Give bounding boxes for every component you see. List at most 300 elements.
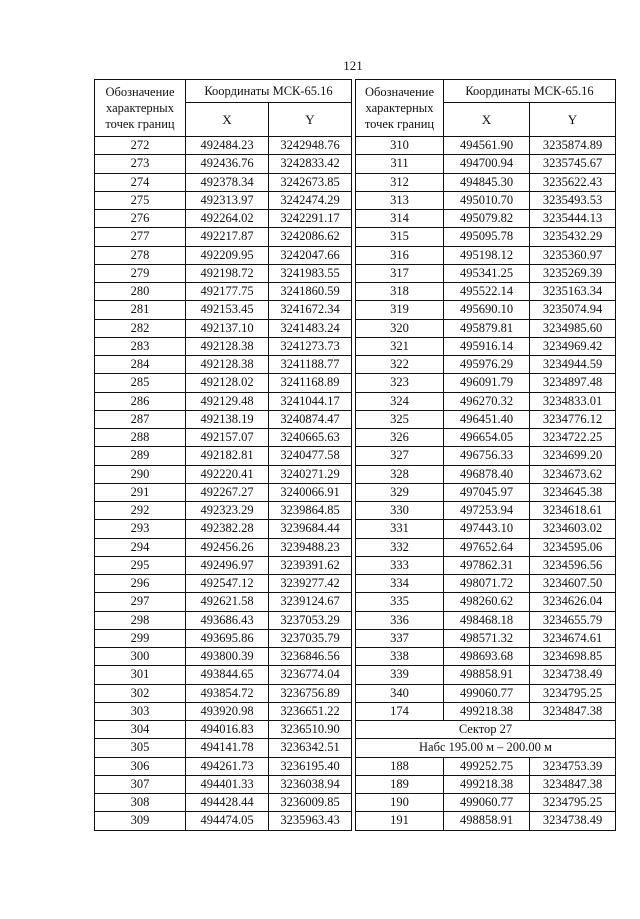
table-row <box>356 374 616 392</box>
point-id-cell: 300 <box>95 648 186 666</box>
point-id-cell: 174 <box>356 702 444 720</box>
point-id-cell: 290 <box>95 465 186 483</box>
x-coordinate-cell: 496654.05 <box>444 429 530 447</box>
y-coordinate-cell: 3235269.39 <box>530 264 616 282</box>
y-coordinate-cell: 3235074.94 <box>530 301 616 319</box>
x-coordinate-cell: 496878.40 <box>444 465 530 483</box>
y-coordinate-cell: 3234753.39 <box>530 757 616 775</box>
x-coordinate-cell: 498071.72 <box>444 575 530 593</box>
point-id-cell: 293 <box>95 520 186 538</box>
x-coordinate-cell: 492456.26 <box>186 538 269 556</box>
y-coordinate-cell: 3236651.22 <box>269 702 352 720</box>
x-coordinate-cell: 494141.78 <box>186 739 269 757</box>
point-id-cell: 276 <box>95 210 186 228</box>
x-coordinate-cell: 493686.43 <box>186 611 269 629</box>
table-row <box>356 575 616 593</box>
point-id-cell: 311 <box>356 155 444 173</box>
point-id-cell: 288 <box>95 429 186 447</box>
point-id-cell: 275 <box>95 191 186 209</box>
x-coordinate-cell: 499060.77 <box>444 684 530 702</box>
y-coordinate-cell: 3234674.61 <box>530 629 616 647</box>
x-coordinate-cell: 492436.76 <box>186 155 269 173</box>
x-coordinate-cell: 499060.77 <box>444 794 530 812</box>
table-row <box>95 629 352 647</box>
sector-subtitle: Набс 195.00 м – 200.00 м <box>356 739 616 757</box>
x-coordinate-cell: 497045.97 <box>444 483 530 501</box>
point-id-cell: 291 <box>95 483 186 501</box>
x-coordinate-cell: 492153.45 <box>186 301 269 319</box>
y-coordinate-cell: 3241983.55 <box>269 264 352 282</box>
x-coordinate-cell: 492198.72 <box>186 264 269 282</box>
x-coordinate-cell: 494401.33 <box>186 775 269 793</box>
table-row <box>95 520 352 538</box>
y-coordinate-cell: 3242291.17 <box>269 210 352 228</box>
x-coordinate-cell: 492177.75 <box>186 283 269 301</box>
point-id-cell: 188 <box>356 757 444 775</box>
table-row <box>356 356 616 374</box>
table-row <box>95 283 352 301</box>
point-id-cell: 303 <box>95 702 186 720</box>
x-coordinate-cell: 492264.02 <box>186 210 269 228</box>
point-id-cell: 189 <box>356 775 444 793</box>
x-coordinate-cell: 492220.41 <box>186 465 269 483</box>
x-coordinate-cell: 495341.25 <box>444 264 530 282</box>
table-row <box>95 812 352 830</box>
y-coordinate-cell: 3242047.66 <box>269 246 352 264</box>
table-row <box>356 502 616 520</box>
x-coordinate-cell: 494700.94 <box>444 155 530 173</box>
y-coordinate-cell: 3241044.17 <box>269 392 352 410</box>
y-coordinate-cell: 3235963.43 <box>269 812 352 830</box>
x-coordinate-cell: 497652.64 <box>444 538 530 556</box>
y-coordinate-cell: 3241483.24 <box>269 319 352 337</box>
point-id-cell: 335 <box>356 593 444 611</box>
x-coordinate-cell: 492382.28 <box>186 520 269 538</box>
y-coordinate-cell: 3236510.90 <box>269 721 352 739</box>
y-coordinate-cell: 3234595.06 <box>530 538 616 556</box>
table-row <box>356 319 616 337</box>
point-id-cell: 334 <box>356 575 444 593</box>
table-row <box>356 556 616 574</box>
y-coordinate-cell: 3236756.89 <box>269 684 352 702</box>
point-id-cell: 318 <box>356 283 444 301</box>
x-coordinate-cell: 494428.44 <box>186 794 269 812</box>
y-coordinate-cell: 3234738.49 <box>530 812 616 830</box>
point-id-cell: 278 <box>95 246 186 264</box>
x-coordinate-cell: 492313.97 <box>186 191 269 209</box>
table-row <box>356 648 616 666</box>
y-coordinate-cell: 3234795.25 <box>530 684 616 702</box>
table-row <box>95 721 352 739</box>
point-id-cell: 306 <box>95 757 186 775</box>
point-id-cell: 283 <box>95 337 186 355</box>
point-id-cell: 310 <box>356 137 444 155</box>
y-coordinate-cell: 3240477.58 <box>269 447 352 465</box>
y-coordinate-cell: 3241168.89 <box>269 374 352 392</box>
page-number: 121 <box>343 58 363 73</box>
point-id-cell: 324 <box>356 392 444 410</box>
y-coordinate-cell: 3239864.85 <box>269 502 352 520</box>
y-coordinate-cell: 3240066.91 <box>269 483 352 501</box>
table-row <box>95 757 352 775</box>
point-id-cell: 301 <box>95 666 186 684</box>
table-row <box>95 301 352 319</box>
x-coordinate-cell: 497253.94 <box>444 502 530 520</box>
point-id-cell: 273 <box>95 155 186 173</box>
table-row <box>95 775 352 793</box>
header-point-label: Обозначение характерных точек границ <box>95 80 186 137</box>
x-coordinate-cell: 493920.98 <box>186 702 269 720</box>
table-body <box>356 757 616 830</box>
y-coordinate-cell: 3236195.40 <box>269 757 352 775</box>
point-id-cell: 336 <box>356 611 444 629</box>
x-coordinate-cell: 497443.10 <box>444 520 530 538</box>
x-coordinate-cell: 492621.58 <box>186 593 269 611</box>
table-row <box>95 447 352 465</box>
point-id-cell: 297 <box>95 593 186 611</box>
table-row <box>356 429 616 447</box>
point-id-cell: 302 <box>95 684 186 702</box>
point-id-cell: 298 <box>95 611 186 629</box>
table-row <box>356 264 616 282</box>
table-row <box>95 502 352 520</box>
x-coordinate-cell: 492128.02 <box>186 374 269 392</box>
table-row <box>95 210 352 228</box>
point-id-cell: 307 <box>95 775 186 793</box>
x-coordinate-cell: 498468.18 <box>444 611 530 629</box>
point-id-cell: 281 <box>95 301 186 319</box>
y-coordinate-cell: 3234795.25 <box>530 794 616 812</box>
coordinates-table-right <box>355 79 616 831</box>
y-coordinate-cell: 3234847.38 <box>530 702 616 720</box>
point-id-cell: 340 <box>356 684 444 702</box>
point-id-cell: 289 <box>95 447 186 465</box>
y-coordinate-cell: 3242086.62 <box>269 228 352 246</box>
x-coordinate-cell: 498858.91 <box>444 666 530 684</box>
x-coordinate-cell: 493800.39 <box>186 648 269 666</box>
x-coordinate-cell: 496091.79 <box>444 374 530 392</box>
table-row <box>356 520 616 538</box>
table-row <box>356 465 616 483</box>
point-id-cell: 328 <box>356 465 444 483</box>
x-coordinate-cell: 493844.65 <box>186 666 269 684</box>
table-body <box>95 137 352 831</box>
point-id-cell: 319 <box>356 301 444 319</box>
y-coordinate-cell: 3234698.85 <box>530 648 616 666</box>
y-coordinate-cell: 3235163.34 <box>530 283 616 301</box>
x-coordinate-cell: 494261.73 <box>186 757 269 775</box>
x-coordinate-cell: 496270.32 <box>444 392 530 410</box>
point-id-cell: 323 <box>356 374 444 392</box>
table-row <box>356 210 616 228</box>
y-coordinate-cell: 3234969.42 <box>530 337 616 355</box>
x-coordinate-cell: 498693.68 <box>444 648 530 666</box>
point-id-cell: 312 <box>356 173 444 191</box>
table-row <box>356 775 616 793</box>
point-id-cell: 316 <box>356 246 444 264</box>
point-id-cell: 282 <box>95 319 186 337</box>
y-coordinate-cell: 3239124.67 <box>269 593 352 611</box>
table-row <box>95 465 352 483</box>
coordinates-table-left <box>94 79 352 831</box>
y-coordinate-cell: 3235493.53 <box>530 191 616 209</box>
point-id-cell: 285 <box>95 374 186 392</box>
table-row <box>95 648 352 666</box>
table-row <box>95 228 352 246</box>
x-coordinate-cell: 492182.81 <box>186 447 269 465</box>
y-coordinate-cell: 3241672.34 <box>269 301 352 319</box>
point-id-cell: 326 <box>356 429 444 447</box>
x-coordinate-cell: 493695.86 <box>186 629 269 647</box>
table-row <box>356 228 616 246</box>
header-y: Y <box>530 103 616 137</box>
y-coordinate-cell: 3234618.61 <box>530 502 616 520</box>
table-row <box>356 246 616 264</box>
table-row <box>95 684 352 702</box>
y-coordinate-cell: 3234897.48 <box>530 374 616 392</box>
point-id-cell: 190 <box>356 794 444 812</box>
table-row <box>95 483 352 501</box>
y-coordinate-cell: 3242948.76 <box>269 137 352 155</box>
x-coordinate-cell: 492267.27 <box>186 483 269 501</box>
point-id-cell: 277 <box>95 228 186 246</box>
x-coordinate-cell: 494561.90 <box>444 137 530 155</box>
y-coordinate-cell: 3236342.51 <box>269 739 352 757</box>
y-coordinate-cell: 3234607.50 <box>530 575 616 593</box>
table-row <box>356 593 616 611</box>
x-coordinate-cell: 498858.91 <box>444 812 530 830</box>
table-row <box>356 301 616 319</box>
point-id-cell: 295 <box>95 556 186 574</box>
x-coordinate-cell: 499252.75 <box>444 757 530 775</box>
table-row <box>356 410 616 428</box>
y-coordinate-cell: 3240874.47 <box>269 410 352 428</box>
x-coordinate-cell: 492496.97 <box>186 556 269 574</box>
point-id-cell: 299 <box>95 629 186 647</box>
x-coordinate-cell: 492378.34 <box>186 173 269 191</box>
point-id-cell: 309 <box>95 812 186 830</box>
header-coordinates: Координаты МСК-65.16 <box>186 80 352 103</box>
table-row <box>356 702 616 720</box>
y-coordinate-cell: 3235622.43 <box>530 173 616 191</box>
y-coordinate-cell: 3234596.56 <box>530 556 616 574</box>
table-row <box>356 812 616 830</box>
table-row <box>356 392 616 410</box>
y-coordinate-cell: 3234722.25 <box>530 429 616 447</box>
x-coordinate-cell: 492547.12 <box>186 575 269 593</box>
table-row <box>95 137 352 155</box>
point-id-cell: 333 <box>356 556 444 574</box>
x-coordinate-cell: 494016.83 <box>186 721 269 739</box>
y-coordinate-cell: 3236846.56 <box>269 648 352 666</box>
point-id-cell: 320 <box>356 319 444 337</box>
table-row <box>95 575 352 593</box>
table-row <box>356 483 616 501</box>
table-row <box>95 702 352 720</box>
header-x: X <box>444 103 530 137</box>
y-coordinate-cell: 3234738.49 <box>530 666 616 684</box>
point-id-cell: 287 <box>95 410 186 428</box>
y-coordinate-cell: 3234673.62 <box>530 465 616 483</box>
table-row <box>356 283 616 301</box>
y-coordinate-cell: 3234776.12 <box>530 410 616 428</box>
header-y: Y <box>269 103 352 137</box>
table-row <box>95 155 352 173</box>
x-coordinate-cell: 495010.70 <box>444 191 530 209</box>
point-id-cell: 296 <box>95 575 186 593</box>
point-id-cell: 317 <box>356 264 444 282</box>
table-row <box>356 447 616 465</box>
x-coordinate-cell: 494474.05 <box>186 812 269 830</box>
y-coordinate-cell: 3235745.67 <box>530 155 616 173</box>
x-coordinate-cell: 492209.95 <box>186 246 269 264</box>
y-coordinate-cell: 3234944.59 <box>530 356 616 374</box>
y-coordinate-cell: 3234603.02 <box>530 520 616 538</box>
table-row <box>356 337 616 355</box>
x-coordinate-cell: 497862.31 <box>444 556 530 574</box>
table-row <box>95 556 352 574</box>
table-row <box>95 319 352 337</box>
x-coordinate-cell: 499218.38 <box>444 775 530 793</box>
y-coordinate-cell: 3235360.97 <box>530 246 616 264</box>
point-id-cell: 280 <box>95 283 186 301</box>
x-coordinate-cell: 492484.23 <box>186 137 269 155</box>
point-id-cell: 330 <box>356 502 444 520</box>
x-coordinate-cell: 495690.10 <box>444 301 530 319</box>
point-id-cell: 327 <box>356 447 444 465</box>
y-coordinate-cell: 3234645.38 <box>530 483 616 501</box>
y-coordinate-cell: 3242474.29 <box>269 191 352 209</box>
x-coordinate-cell: 496451.40 <box>444 410 530 428</box>
point-id-cell: 294 <box>95 538 186 556</box>
table-row <box>356 757 616 775</box>
y-coordinate-cell: 3239391.62 <box>269 556 352 574</box>
header-coordinates: Координаты МСК-65.16 <box>444 80 616 103</box>
table-row <box>95 593 352 611</box>
point-id-cell: 322 <box>356 356 444 374</box>
x-coordinate-cell: 495095.78 <box>444 228 530 246</box>
x-coordinate-cell: 492138.19 <box>186 410 269 428</box>
point-id-cell: 305 <box>95 739 186 757</box>
x-coordinate-cell: 492157.07 <box>186 429 269 447</box>
table-row <box>356 684 616 702</box>
y-coordinate-cell: 3242673.85 <box>269 173 352 191</box>
y-coordinate-cell: 3241860.59 <box>269 283 352 301</box>
table-row <box>356 611 616 629</box>
x-coordinate-cell: 492137.10 <box>186 319 269 337</box>
point-id-cell: 272 <box>95 137 186 155</box>
y-coordinate-cell: 3234655.79 <box>530 611 616 629</box>
table-row <box>356 629 616 647</box>
sector-heading <box>356 721 616 758</box>
table-row <box>95 392 352 410</box>
header-point-label: Обозначение характерных точек границ <box>356 80 444 137</box>
table-row <box>356 137 616 155</box>
x-coordinate-cell: 495976.29 <box>444 356 530 374</box>
table-row <box>356 666 616 684</box>
x-coordinate-cell: 492217.87 <box>186 228 269 246</box>
header-x: X <box>186 103 269 137</box>
table-row <box>95 191 352 209</box>
y-coordinate-cell: 3239488.23 <box>269 538 352 556</box>
point-id-cell: 314 <box>356 210 444 228</box>
x-coordinate-cell: 498260.62 <box>444 593 530 611</box>
table-body <box>356 137 616 721</box>
point-id-cell: 279 <box>95 264 186 282</box>
table-row <box>95 410 352 428</box>
point-id-cell: 331 <box>356 520 444 538</box>
x-coordinate-cell: 494845.30 <box>444 173 530 191</box>
y-coordinate-cell: 3236774.04 <box>269 666 352 684</box>
y-coordinate-cell: 3240271.29 <box>269 465 352 483</box>
table-row <box>95 794 352 812</box>
point-id-cell: 332 <box>356 538 444 556</box>
x-coordinate-cell: 495916.14 <box>444 337 530 355</box>
y-coordinate-cell: 3241273.73 <box>269 337 352 355</box>
x-coordinate-cell: 496756.33 <box>444 447 530 465</box>
table-row <box>95 173 352 191</box>
x-coordinate-cell: 493854.72 <box>186 684 269 702</box>
point-id-cell: 308 <box>95 794 186 812</box>
y-coordinate-cell: 3234626.04 <box>530 593 616 611</box>
table-row <box>356 173 616 191</box>
x-coordinate-cell: 499218.38 <box>444 702 530 720</box>
point-id-cell: 284 <box>95 356 186 374</box>
table-row <box>356 191 616 209</box>
point-id-cell: 191 <box>356 812 444 830</box>
table-row <box>95 264 352 282</box>
y-coordinate-cell: 3234847.38 <box>530 775 616 793</box>
point-id-cell: 292 <box>95 502 186 520</box>
point-id-cell: 315 <box>356 228 444 246</box>
sector-title: Сектор 27 <box>356 721 616 739</box>
y-coordinate-cell: 3234985.60 <box>530 319 616 337</box>
point-id-cell: 337 <box>356 629 444 647</box>
table-row <box>95 374 352 392</box>
x-coordinate-cell: 492129.48 <box>186 392 269 410</box>
x-coordinate-cell: 495879.81 <box>444 319 530 337</box>
y-coordinate-cell: 3240665.63 <box>269 429 352 447</box>
table-row <box>356 538 616 556</box>
y-coordinate-cell: 3235874.89 <box>530 137 616 155</box>
point-id-cell: 313 <box>356 191 444 209</box>
point-id-cell: 325 <box>356 410 444 428</box>
y-coordinate-cell: 3236009.85 <box>269 794 352 812</box>
table-row <box>356 155 616 173</box>
table-row <box>95 538 352 556</box>
x-coordinate-cell: 495198.12 <box>444 246 530 264</box>
table-row <box>95 337 352 355</box>
x-coordinate-cell: 498571.32 <box>444 629 530 647</box>
point-id-cell: 286 <box>95 392 186 410</box>
y-coordinate-cell: 3237053.29 <box>269 611 352 629</box>
point-id-cell: 321 <box>356 337 444 355</box>
point-id-cell: 338 <box>356 648 444 666</box>
y-coordinate-cell: 3234699.20 <box>530 447 616 465</box>
x-coordinate-cell: 492323.29 <box>186 502 269 520</box>
table-row <box>356 794 616 812</box>
x-coordinate-cell: 495522.14 <box>444 283 530 301</box>
table-row <box>95 356 352 374</box>
y-coordinate-cell: 3239277.42 <box>269 575 352 593</box>
point-id-cell: 304 <box>95 721 186 739</box>
point-id-cell: 274 <box>95 173 186 191</box>
table-row <box>95 246 352 264</box>
y-coordinate-cell: 3237035.79 <box>269 629 352 647</box>
table-row <box>95 429 352 447</box>
point-id-cell: 339 <box>356 666 444 684</box>
point-id-cell: 329 <box>356 483 444 501</box>
